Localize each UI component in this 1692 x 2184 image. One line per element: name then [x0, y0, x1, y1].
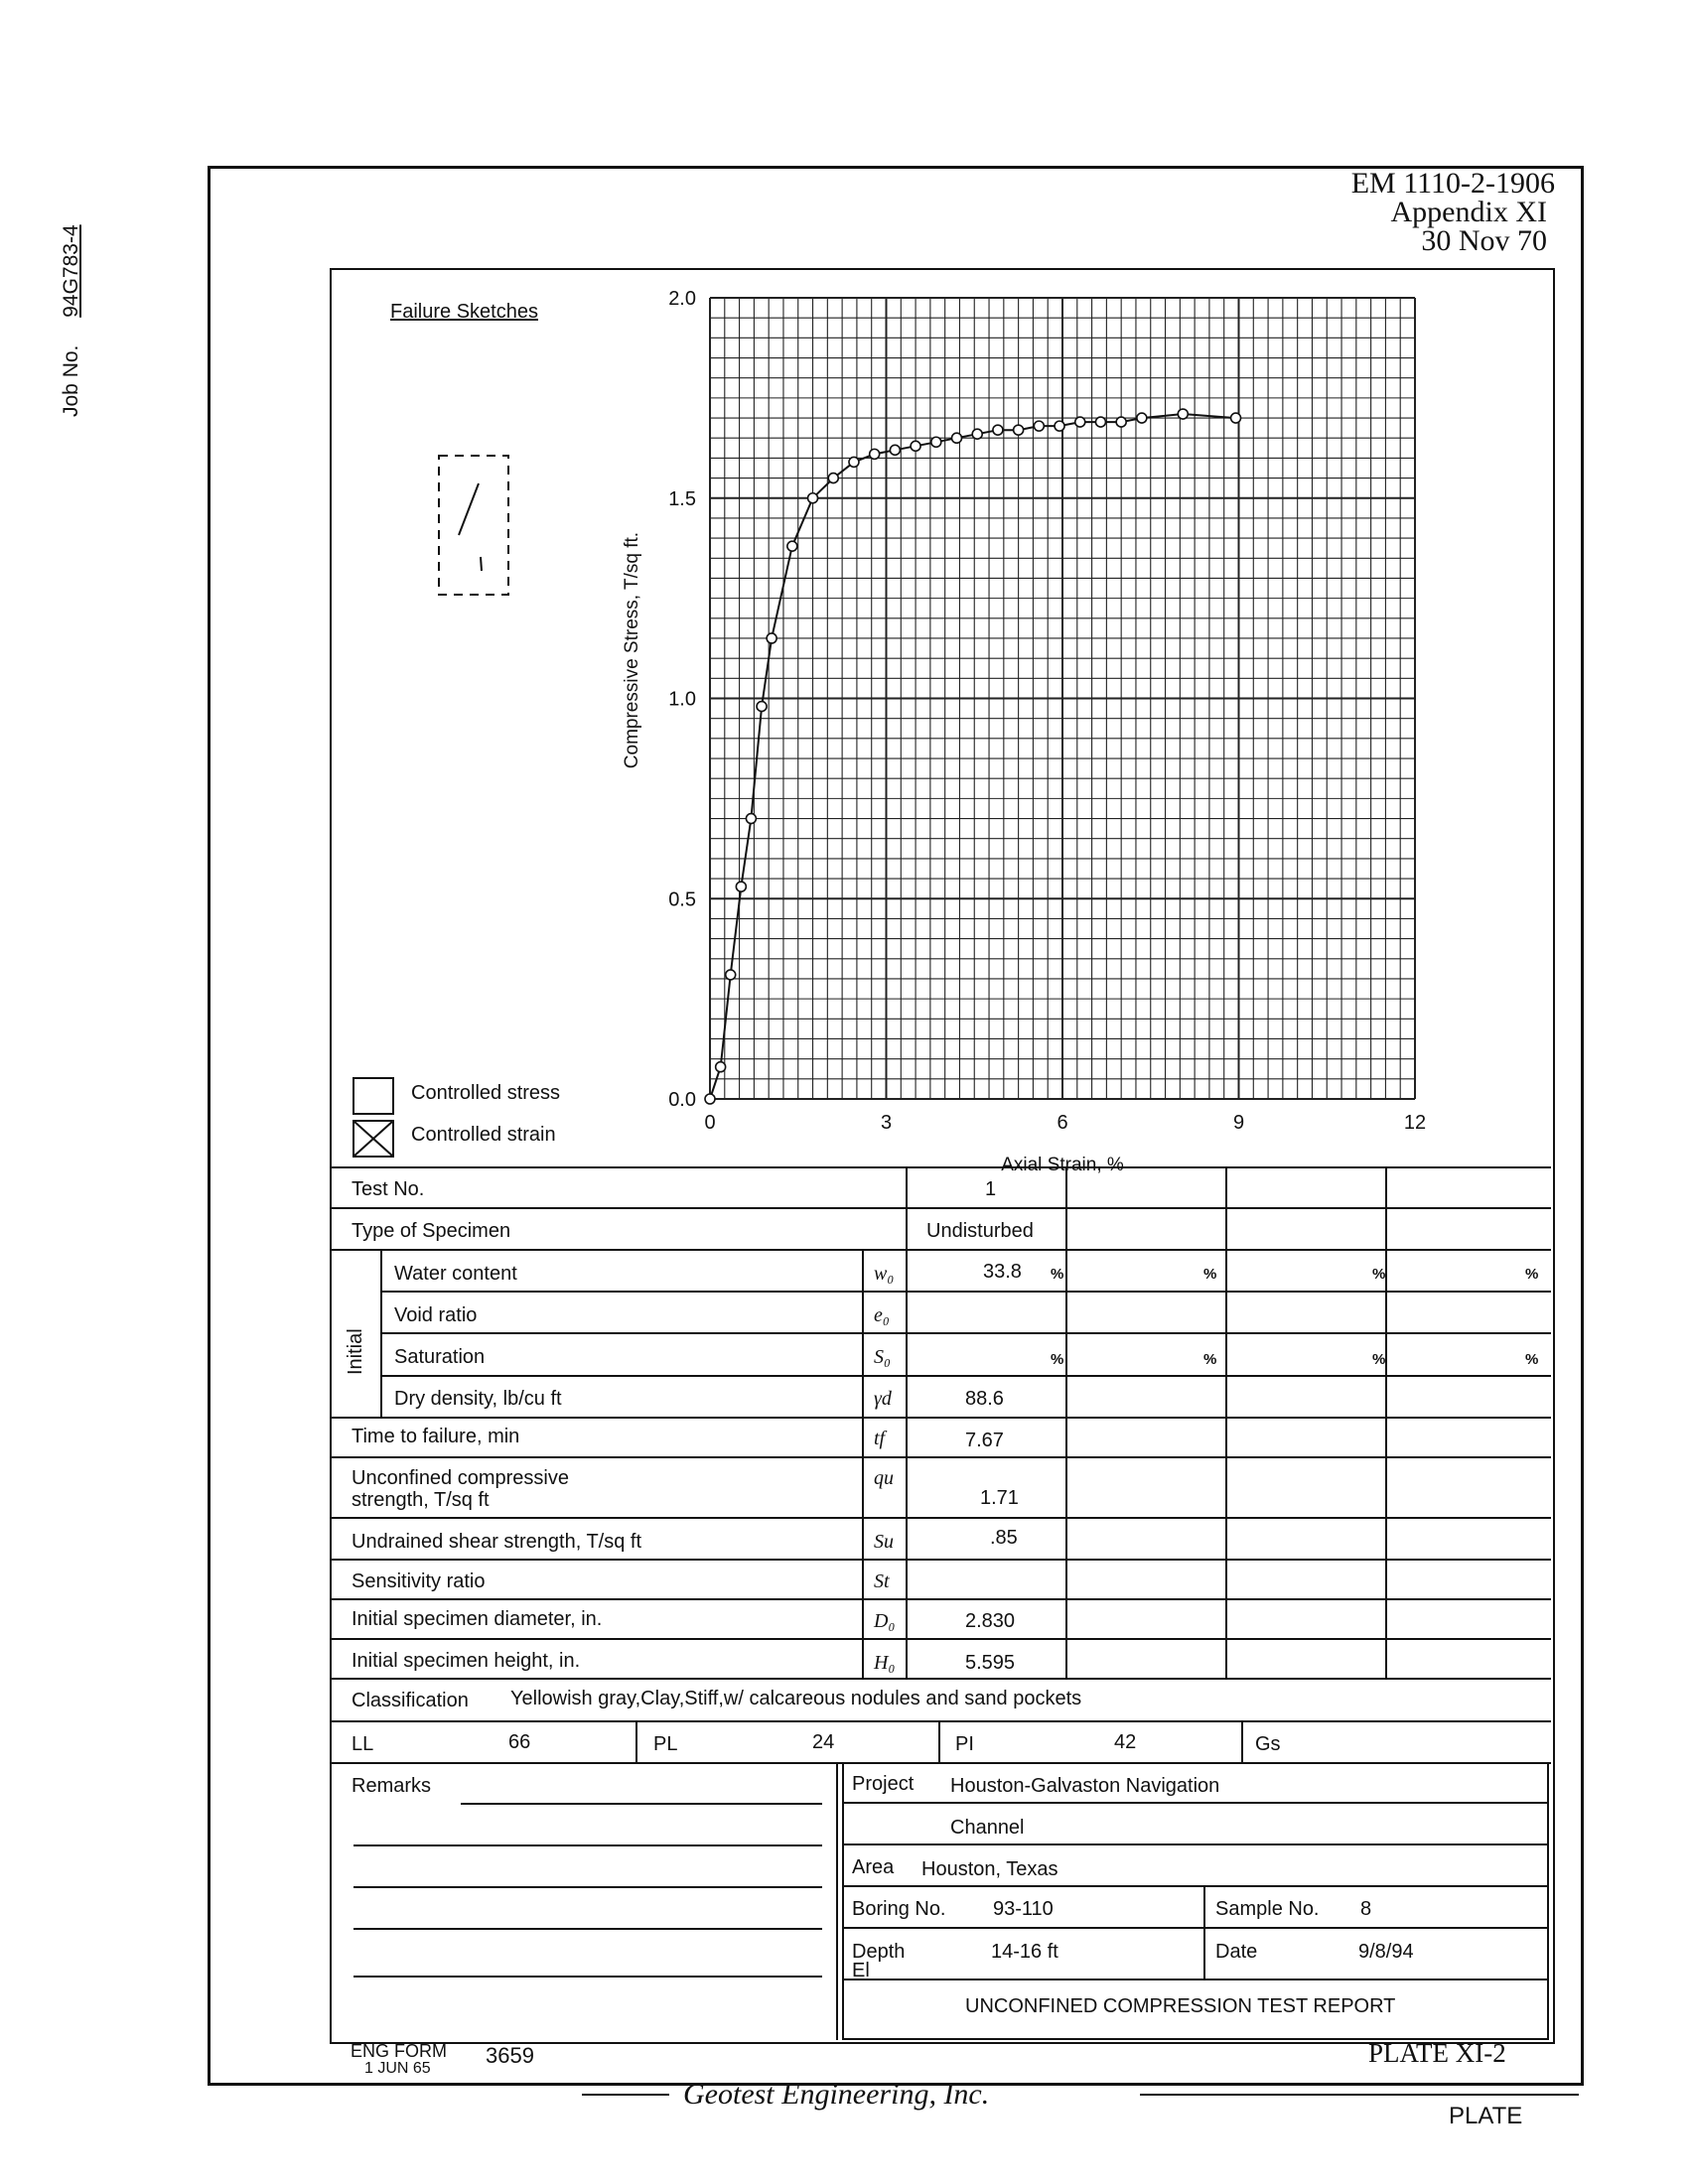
data-point [787, 541, 797, 551]
percent-sign: % [1525, 1266, 1539, 1283]
time-to-failure-value: 7.67 [965, 1430, 1004, 1451]
remarks-line [353, 1928, 822, 1930]
project-line [842, 1927, 1547, 1929]
boring-value: 93-110 [993, 1898, 1054, 1920]
boring-label: Boring No. [852, 1898, 946, 1920]
test-no-value: 1 [985, 1178, 997, 1200]
remarks-line [353, 1886, 822, 1888]
project-line [842, 1885, 1547, 1887]
data-point [705, 1094, 715, 1104]
time-to-failure-label: Time to failure, min [352, 1426, 520, 1447]
project-line1: Houston-Galvaston Navigation [950, 1775, 1220, 1797]
row-line [332, 1559, 1551, 1561]
job-number-prefix: Job No. [60, 344, 82, 417]
row-line [332, 1417, 1551, 1419]
eng-form-date: 1 JUN 65 [364, 2060, 431, 2077]
failure-sketches-title: Failure Sketches [390, 301, 538, 323]
el-label: El [852, 1960, 870, 1981]
project-divider [1203, 1885, 1205, 1979]
y-tick-label: 0.0 [668, 1089, 696, 1111]
data-point [931, 437, 941, 447]
data-point [757, 702, 767, 712]
percent-sign: % [1203, 1266, 1217, 1283]
series-line [710, 414, 1236, 1099]
report-title: UNCONFINED COMPRESSION TEST REPORT [965, 1995, 1396, 2017]
x-tick-label: 12 [1403, 1112, 1427, 1134]
data-point [972, 429, 982, 439]
x-tick-label: 9 [1232, 1112, 1245, 1134]
y-tick-label: 1.5 [668, 487, 696, 510]
data-point [828, 474, 838, 483]
data-point [1116, 417, 1126, 427]
row-line [380, 1332, 1551, 1334]
controlled-stress-label: Controlled stress [411, 1082, 561, 1104]
plate-bottom-label: PLATE [1449, 2103, 1523, 2129]
col-line [635, 1720, 637, 1762]
col-line [938, 1720, 940, 1762]
sample-value: 8 [1360, 1898, 1372, 1920]
row-line [380, 1375, 1551, 1377]
data-point [767, 633, 776, 643]
job-number-label [60, 0, 89, 417]
y-tick-label: 2.0 [668, 288, 696, 310]
company-name: Geotest Engineering, Inc. [683, 2078, 990, 2111]
remarks-line [353, 1976, 822, 1978]
header-date: 30 Nov 70 [1421, 224, 1547, 257]
eng-form-number: 3659 [486, 2043, 534, 2068]
shear-strength-label: Undrained shear strength, T/sq ft [352, 1531, 642, 1553]
col-line [1241, 1720, 1243, 1762]
percent-sign: % [1051, 1351, 1064, 1368]
data-point [1014, 425, 1024, 435]
water-content-symbol: w₀ [874, 1263, 895, 1285]
percent-sign: % [1372, 1266, 1386, 1283]
row-line [332, 1678, 1551, 1680]
project-divider [836, 1762, 838, 2040]
diameter-value: 2.830 [965, 1610, 1016, 1632]
x-tick-label: 0 [704, 1112, 716, 1134]
date-label: Date [1215, 1941, 1258, 1963]
data-point [1231, 413, 1241, 423]
data-point [911, 441, 920, 451]
row-line [332, 1207, 1551, 1209]
plate-label: PLATE XI-2 [1368, 2038, 1506, 2068]
remarks-label: Remarks [352, 1775, 432, 1797]
col-line [862, 1249, 864, 1678]
data-point [746, 814, 756, 824]
height-value: 5.595 [965, 1652, 1016, 1674]
gs-label: Gs [1255, 1733, 1281, 1755]
failure-sketch [437, 454, 510, 601]
controlled-stress-box [352, 1077, 394, 1115]
dry-density-label: Dry density, lb/cu ft [394, 1388, 562, 1410]
col-line [1385, 1166, 1387, 1678]
remarks-line [353, 1844, 822, 1846]
y-tick-label: 0.5 [668, 888, 696, 911]
row-line [332, 1598, 1551, 1600]
data-point [849, 457, 859, 467]
data-point [1137, 413, 1147, 423]
void-ratio-symbol: e₀ [874, 1304, 890, 1326]
controlled-strain-label: Controlled strain [411, 1124, 556, 1146]
data-point [808, 493, 818, 503]
col-line [380, 1249, 382, 1417]
dry-density-symbol: γd [874, 1388, 892, 1410]
diameter-label: Initial specimen diameter, in. [352, 1608, 603, 1630]
data-point [1095, 417, 1105, 427]
project-line [842, 1979, 1547, 1980]
data-point [1178, 409, 1188, 419]
sensitivity-symbol: St [874, 1570, 890, 1592]
percent-sign: % [1051, 1266, 1064, 1283]
height-label: Initial specimen height, in. [352, 1650, 581, 1672]
percent-sign: % [1372, 1351, 1386, 1368]
shear-strength-value: .85 [990, 1527, 1018, 1549]
data-point [1034, 421, 1044, 431]
ll-value: 66 [508, 1731, 531, 1753]
remarks-line [461, 1803, 822, 1805]
saturation-symbol: S₀ [874, 1346, 891, 1368]
row-line [332, 1638, 1551, 1640]
row-line [332, 1456, 1551, 1458]
y-axis-label: Compressive Stress, T/sq ft. [622, 531, 642, 769]
classification-label: Classification [352, 1690, 469, 1711]
area-value: Houston, Texas [921, 1858, 1058, 1880]
col-line [906, 1166, 908, 1678]
job-number-value: 94G783-4 [60, 224, 82, 318]
initial-label: Initial [345, 1328, 366, 1375]
x-tick-label: 6 [1057, 1112, 1068, 1134]
pi-label: PI [955, 1733, 974, 1755]
sample-label: Sample No. [1215, 1898, 1320, 1920]
percent-sign: % [1525, 1351, 1539, 1368]
pl-value: 24 [812, 1731, 835, 1753]
col-line [1065, 1166, 1067, 1678]
sensitivity-label: Sensitivity ratio [352, 1570, 486, 1592]
data-point [736, 882, 746, 891]
specimen-type-value: Undisturbed [926, 1220, 1034, 1242]
data-point [1075, 417, 1085, 427]
data-point [993, 425, 1003, 435]
dry-density-value: 88.6 [965, 1388, 1004, 1410]
specimen-type-label: Type of Specimen [352, 1220, 511, 1242]
ucs-value: 1.71 [980, 1487, 1019, 1509]
date-value: 9/8/94 [1358, 1941, 1414, 1963]
data-point [1055, 421, 1064, 431]
project-line [842, 1843, 1547, 1845]
depth-value: 14-16 ft [991, 1941, 1058, 1963]
table-top-line [332, 1166, 1551, 1168]
data-point [716, 1062, 726, 1072]
ucs-label-line2: strength, T/sq ft [352, 1489, 490, 1511]
project-line [842, 1802, 1547, 1804]
row-line [332, 1249, 1551, 1251]
row-line [332, 1720, 1551, 1722]
project-label: Project [852, 1773, 915, 1795]
water-content-label: Water content [394, 1263, 517, 1285]
company-rule-left [582, 2094, 669, 2096]
x-axis-label: Axial Strain, % [1001, 1155, 1124, 1175]
controlled-strain-box [352, 1120, 394, 1158]
row-line [380, 1291, 1551, 1293]
col-line [1225, 1166, 1227, 1678]
data-point [890, 445, 900, 455]
data-point [726, 970, 736, 980]
percent-sign: % [1203, 1351, 1217, 1368]
data-point [870, 449, 880, 459]
pl-label: PL [653, 1733, 678, 1755]
saturation-label: Saturation [394, 1346, 486, 1368]
ll-label: LL [352, 1733, 374, 1755]
x-tick-label: 3 [880, 1112, 893, 1134]
void-ratio-label: Void ratio [394, 1304, 478, 1326]
ucs-label-line1: Unconfined compressive [352, 1467, 569, 1489]
stress-strain-chart [616, 283, 1509, 1176]
ucs-symbol: qu [874, 1467, 894, 1489]
project-line2: Channel [950, 1817, 1025, 1839]
eng-form-label: ENG FORM [351, 2041, 447, 2061]
shear-strength-symbol: Su [874, 1531, 894, 1553]
area-label: Area [852, 1856, 895, 1878]
appendix-label: Appendix XI [1390, 196, 1547, 228]
water-content-value: 33.8 [983, 1261, 1022, 1283]
company-rule-right [1140, 2094, 1579, 2096]
row-line [332, 1517, 1551, 1519]
data-point [952, 433, 962, 443]
y-tick-label: 1.0 [668, 688, 696, 711]
time-to-failure-symbol: tf [874, 1428, 886, 1449]
diameter-symbol: D₀ [874, 1610, 896, 1632]
em-number: EM 1110-2-1906 [1350, 167, 1555, 200]
height-symbol: H₀ [874, 1652, 896, 1674]
classification-value: Yellowish gray,Clay,Stiff,w/ calcareous nodules and sand pockets [510, 1688, 1082, 1709]
depth-label: Depth [852, 1941, 906, 1963]
test-no-label: Test No. [352, 1178, 425, 1200]
pi-value: 42 [1114, 1731, 1137, 1753]
